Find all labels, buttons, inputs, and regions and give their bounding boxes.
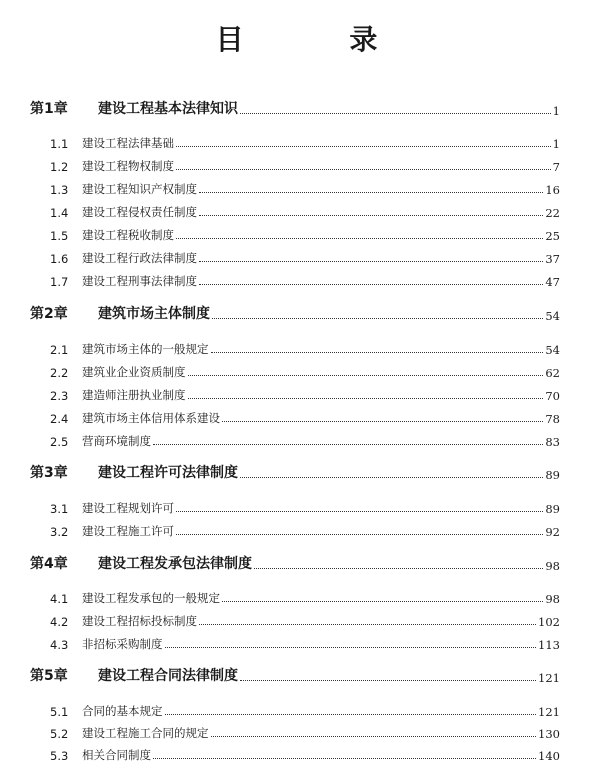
toc-section[interactable] — [50, 360, 560, 380]
chapter-number: 第5章 — [30, 668, 68, 684]
section-number: 3.2 — [50, 525, 69, 539]
section-title: 营商环境制度 — [82, 434, 151, 448]
dot-leader — [153, 443, 543, 445]
section-title: 建设工程行政法律制度 — [82, 251, 197, 265]
dot-leader — [199, 260, 543, 262]
toc-section[interactable] — [50, 154, 560, 174]
page-number: 102 — [538, 615, 560, 629]
section-title: 建设工程知识产权制度 — [82, 182, 197, 196]
section-number: 1.5 — [50, 229, 69, 243]
toc-section[interactable] — [50, 496, 560, 516]
dot-leader — [199, 191, 543, 193]
toc-chapter-5[interactable] — [30, 665, 560, 685]
toc-section[interactable] — [50, 519, 560, 539]
page-number: 16 — [545, 183, 560, 197]
dot-leader — [188, 397, 544, 399]
toc-section[interactable] — [50, 200, 560, 220]
toc-section[interactable] — [50, 743, 560, 763]
section-title: 建设工程规划许可 — [82, 501, 174, 515]
dot-leader — [211, 351, 544, 353]
toc-chapter-1[interactable] — [30, 98, 560, 118]
section-number: 1.7 — [50, 275, 69, 289]
chapter-title: 建设工程发承包法律制度 — [98, 556, 252, 572]
section-title: 合同的基本规定 — [82, 704, 163, 718]
page-number: 89 — [545, 502, 560, 516]
page-title: 目 录 — [215, 23, 426, 56]
section-number: 2.1 — [50, 343, 69, 357]
section-title: 建设工程招标投标制度 — [82, 614, 197, 628]
chapter-title: 建筑市场主体制度 — [98, 306, 210, 322]
page-number: 1 — [552, 137, 560, 151]
page-number: 140 — [538, 749, 560, 763]
dot-leader — [222, 600, 543, 602]
dot-leader — [240, 476, 543, 478]
section-title: 建设工程施工许可 — [82, 524, 174, 538]
section-number: 2.4 — [50, 412, 69, 426]
dot-leader — [188, 374, 544, 376]
chapter-title: 建设工程合同法律制度 — [98, 668, 238, 684]
page-number: 92 — [545, 525, 560, 539]
section-title: 建设工程法律基础 — [82, 136, 174, 150]
page-number: 1 — [552, 104, 560, 118]
dot-leader — [176, 533, 543, 535]
dot-leader — [165, 646, 537, 648]
page-number: 83 — [545, 435, 560, 449]
page-number: 47 — [545, 275, 560, 289]
section-title: 建设工程发承包的一般规定 — [82, 591, 220, 605]
section-title: 建设工程侵权责任制度 — [82, 205, 197, 219]
toc-section[interactable] — [50, 383, 560, 403]
toc-section[interactable] — [50, 223, 560, 243]
chapter-number: 第1章 — [30, 101, 68, 117]
toc-section[interactable] — [50, 337, 560, 357]
section-title: 建造师注册执业制度 — [82, 388, 186, 402]
dot-leader — [199, 283, 543, 285]
dot-leader — [199, 214, 543, 216]
dot-leader — [176, 168, 551, 170]
section-number: 3.1 — [50, 502, 69, 516]
toc-section[interactable] — [50, 699, 560, 719]
section-number: 2.3 — [50, 389, 69, 403]
toc-section[interactable] — [50, 609, 560, 629]
page-number: 7 — [552, 160, 560, 174]
section-title: 建筑业企业资质制度 — [82, 365, 186, 379]
toc-chapter-4[interactable] — [30, 553, 560, 573]
section-number: 1.3 — [50, 183, 69, 197]
page-number: 25 — [545, 229, 560, 243]
page-number: 70 — [545, 389, 560, 403]
section-number: 1.4 — [50, 206, 69, 220]
section-number: 5.2 — [50, 727, 69, 741]
section-number: 1.1 — [50, 137, 69, 151]
toc-section[interactable] — [50, 406, 560, 426]
section-number: 1.2 — [50, 160, 69, 174]
dot-leader — [211, 735, 537, 737]
page-number: 98 — [545, 559, 560, 573]
section-title: 建设工程刑事法律制度 — [82, 274, 197, 288]
toc-chapter-2[interactable] — [30, 303, 560, 323]
chapter-number: 第3章 — [30, 465, 68, 481]
dot-leader — [176, 145, 551, 147]
page-number: 98 — [545, 592, 560, 606]
page-number: 78 — [545, 412, 560, 426]
dot-leader — [222, 420, 543, 422]
chapter-title: 建设工程基本法律知识 — [98, 101, 238, 117]
page-number: 121 — [538, 671, 560, 685]
dot-leader — [254, 567, 543, 569]
chapter-number: 第4章 — [30, 556, 68, 572]
dot-leader — [176, 510, 543, 512]
chapter-title: 建设工程许可法律制度 — [98, 465, 238, 481]
section-title: 建筑市场主体的一般规定 — [82, 342, 209, 356]
dot-leader — [240, 112, 551, 114]
page-number: 54 — [545, 309, 560, 323]
section-number: 4.2 — [50, 615, 69, 629]
dot-leader — [165, 713, 537, 715]
section-number: 4.1 — [50, 592, 69, 606]
dot-leader — [199, 623, 536, 625]
section-number: 1.6 — [50, 252, 69, 266]
section-number: 5.3 — [50, 749, 69, 763]
section-title: 建设工程施工合同的规定 — [82, 726, 209, 740]
section-title: 建设工程物权制度 — [82, 159, 174, 173]
page-number: 113 — [538, 638, 560, 652]
dot-leader — [176, 237, 543, 239]
toc-section[interactable] — [50, 586, 560, 606]
section-number: 4.3 — [50, 638, 69, 652]
section-number: 2.2 — [50, 366, 69, 380]
toc-section[interactable] — [50, 632, 560, 652]
dot-leader — [240, 679, 536, 681]
dot-leader — [212, 317, 543, 319]
toc-chapter-3[interactable] — [30, 462, 560, 482]
page-number: 22 — [545, 206, 560, 220]
toc-section[interactable] — [50, 246, 560, 266]
toc-section[interactable] — [50, 429, 560, 449]
page-number: 121 — [538, 705, 560, 719]
section-title: 建设工程税收制度 — [82, 228, 174, 242]
page-number: 89 — [545, 468, 560, 482]
toc-section[interactable] — [50, 269, 560, 289]
section-number: 2.5 — [50, 435, 69, 449]
page-number: 54 — [545, 343, 560, 357]
page-number: 62 — [545, 366, 560, 380]
toc-section[interactable] — [50, 131, 560, 151]
section-title: 建筑市场主体信用体系建设 — [82, 411, 220, 425]
section-number: 5.1 — [50, 705, 69, 719]
section-title: 非招标采购制度 — [82, 637, 163, 651]
page-number: 130 — [538, 727, 560, 741]
toc-section[interactable] — [50, 721, 560, 741]
dot-leader — [153, 757, 536, 759]
section-title: 相关合同制度 — [82, 748, 151, 762]
toc-section[interactable] — [50, 177, 560, 197]
chapter-number: 第2章 — [30, 306, 68, 322]
page-number: 37 — [545, 252, 560, 266]
